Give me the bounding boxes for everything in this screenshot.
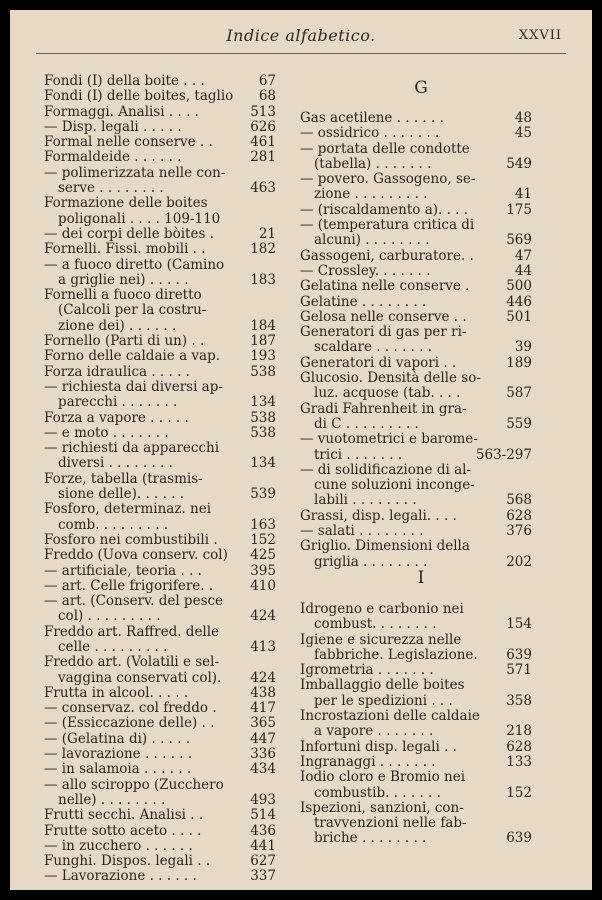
index-column-right-i xyxy=(300,602,532,847)
index-entry-text: Gassogeni, carburatore. . xyxy=(300,247,474,264)
index-entry-page: 202 xyxy=(506,553,532,570)
index-entry-text: sione delle). . . . . . xyxy=(58,486,185,503)
index-entry-text: (Calcoli per la costru- xyxy=(58,302,207,319)
index-entry-page: 514 xyxy=(250,807,276,824)
index-entry-text: — Crossley. . . . . . . xyxy=(300,262,431,279)
index-entry-page: 571 xyxy=(506,662,532,679)
index-entry-page: 41 xyxy=(514,186,532,203)
index-entry-page: 513 xyxy=(250,103,276,120)
index-entry xyxy=(44,579,276,594)
index-entry-text: — in salamoia . . . . . . xyxy=(44,761,192,778)
index-entry-text: cune soluzioni inconge- xyxy=(314,477,475,494)
index-entry-text: labili . . . . . . . . xyxy=(314,492,417,509)
page-header-title: Indice alfabetico. xyxy=(226,26,376,45)
index-entry xyxy=(44,319,276,334)
index-entry-text: zione dei) . . . . . . xyxy=(58,317,177,334)
index-entry-text: — (temperatura critica di xyxy=(300,217,475,234)
index-entry-page: 39 xyxy=(514,339,532,356)
index-entry-text: alcuni) . . . . . . . . xyxy=(314,232,430,249)
index-entry-text: per le spedizioni . . . xyxy=(314,692,453,709)
index-entry xyxy=(44,74,276,89)
index-entry-text: Frutte sotto aceto . . . . xyxy=(44,822,202,839)
index-entry-text: — portata delle condotte xyxy=(300,140,470,157)
index-entry-text: (tabella) . . . . . . . xyxy=(314,155,432,172)
index-entry-page: 538 xyxy=(250,409,276,426)
index-entry xyxy=(44,518,276,533)
index-entry-text: Generatori di vapori . . xyxy=(300,354,457,371)
index-entry xyxy=(44,502,276,517)
index-entry-text: — vuotometrici e barome- xyxy=(300,431,478,448)
index-entry xyxy=(300,478,532,493)
index-entry-text: zione . . . . . . . . . xyxy=(314,186,428,203)
index-entry-page: 425 xyxy=(250,547,276,564)
index-entry-text: Gelatine . . . . . . . . xyxy=(300,293,427,310)
index-entry-text: — di solidificazione di al- xyxy=(300,461,472,478)
index-entry xyxy=(300,509,532,524)
index-entry-page: 447 xyxy=(250,730,276,747)
index-entry xyxy=(44,655,276,670)
index-entry-text: Ispezioni, sanzioni, con- xyxy=(300,799,464,816)
index-entry-text: — art. (Conserv. del pesce xyxy=(44,593,224,610)
index-entry xyxy=(44,273,276,288)
index-entry-page: 493 xyxy=(250,791,276,808)
index-entry xyxy=(44,227,276,242)
index-entry-text: Fosforo nei combustibili . xyxy=(44,531,218,548)
index-entry-page: 182 xyxy=(250,241,276,258)
index-entry xyxy=(44,732,276,747)
index-entry-text: briche . . . . . . . . xyxy=(314,830,427,847)
index-entry-text: — artificiale, teoria . . . xyxy=(44,562,202,579)
index-entry-text: griglia . . . . . . . . xyxy=(314,553,428,570)
index-entry-text: Freddo (Uova conserv. col) xyxy=(44,547,228,564)
index-entry-page: 627 xyxy=(250,853,276,870)
index-entry xyxy=(300,539,532,554)
index-entry-page: 45 xyxy=(514,125,532,142)
index-entry-page: 189 xyxy=(506,354,532,371)
index-entry-text: luz. acquose (tab. . . . xyxy=(314,385,461,402)
index-entry-text: Fondi (I) della boite . . . xyxy=(44,73,205,89)
index-entry-text: parecchi . . . . . . . xyxy=(58,394,178,411)
index-entry-page: 187 xyxy=(250,333,276,350)
index-entry xyxy=(44,701,276,716)
index-entry-text: Formal nelle conserve . . xyxy=(44,134,213,151)
index-entry-page: 424 xyxy=(250,669,276,686)
index-entry xyxy=(300,463,532,478)
index-entry xyxy=(300,709,532,724)
index-entry xyxy=(300,432,532,447)
index-entry-page: 549 xyxy=(506,155,532,172)
index-entry xyxy=(44,564,276,579)
index-entry-page: 446 xyxy=(506,293,532,310)
index-entry xyxy=(300,648,532,663)
index-entry-text: — Disp. legali . . . . . xyxy=(44,118,182,135)
index-entry-text: Gas acetilene . . . . . . xyxy=(300,110,444,126)
index-entry xyxy=(300,386,532,401)
index-entry-text: trici . . . . . . . xyxy=(314,446,403,463)
index-entry-page: 281 xyxy=(250,149,276,166)
index-entry-text: Igiene e sicurezza nelle xyxy=(300,631,462,648)
index-entry-text: Gelatina nelle conserve . xyxy=(300,278,470,295)
index-entry-text: — polimerizzata nelle con- xyxy=(44,164,226,181)
index-column-right-g xyxy=(300,111,532,570)
index-entry xyxy=(44,869,276,884)
index-entry-text: combustib. . . . . . . xyxy=(314,784,441,801)
index-entry-page: 365 xyxy=(250,715,276,732)
index-entry xyxy=(300,371,532,386)
index-entry-page: 628 xyxy=(506,507,532,524)
index-entry-page: 134 xyxy=(250,394,276,411)
index-entry-text: — (Essiccazione delle) . . xyxy=(44,715,215,732)
index-entry xyxy=(300,172,532,187)
index-entry xyxy=(300,279,532,294)
index-entry xyxy=(300,724,532,739)
index-entry-text: Frutti secchi. Analisi . . xyxy=(44,807,204,824)
index-entry xyxy=(44,839,276,854)
index-entry xyxy=(44,808,276,823)
index-entry xyxy=(300,340,532,355)
index-entry-page: 337 xyxy=(250,868,276,885)
index-entry xyxy=(300,524,532,539)
index-entry-page: 417 xyxy=(250,700,276,717)
index-entry xyxy=(44,548,276,563)
index-entry-text: Forze, tabella (trasmis- xyxy=(44,470,203,487)
index-entry-text: Igrometria . . . . . . . xyxy=(300,662,434,679)
index-entry-text: Generatori di gas per ri- xyxy=(300,324,467,341)
index-entry-text: Freddo art. Raffred. delle xyxy=(44,623,220,640)
index-entry-page: 413 xyxy=(250,638,276,655)
index-entry xyxy=(44,854,276,869)
index-entry xyxy=(300,786,532,801)
index-entry-page: 358 xyxy=(506,692,532,709)
index-entry-page: 184 xyxy=(250,317,276,334)
index-entry-text: Forza idraulica . . . . . xyxy=(44,363,190,380)
index-entry-text: scaldare . . . . . . . xyxy=(314,339,433,356)
index-entry xyxy=(300,111,532,126)
index-entry-text: poligonali . . . . 109-110 xyxy=(58,210,221,227)
index-entry-page: 47 xyxy=(514,247,532,264)
index-entry xyxy=(44,747,276,762)
index-entry-page: 44 xyxy=(514,262,532,279)
index-entry xyxy=(300,264,532,279)
index-entry-text: a vapore . . . . . . . xyxy=(314,723,434,740)
index-entry-text: — (Gelatina di) . . . . . xyxy=(44,730,191,747)
index-entry xyxy=(44,716,276,731)
section-letter-g: G xyxy=(414,78,428,98)
index-entry-text: Frutta in alcool. . . . . xyxy=(44,684,189,701)
index-entry-page: 436 xyxy=(250,822,276,839)
index-entry-page: 424 xyxy=(250,608,276,625)
header-rule xyxy=(36,53,566,54)
index-entry-text: Formaldeide . . . . . . xyxy=(44,149,182,166)
index-entry xyxy=(300,356,532,371)
index-entry-page: 626 xyxy=(250,118,276,135)
index-entry xyxy=(44,89,276,104)
index-entry xyxy=(44,212,276,227)
book-page xyxy=(10,10,592,890)
index-entry-page: 628 xyxy=(506,738,532,755)
index-entry-page: 438 xyxy=(250,684,276,701)
index-entry-page: 67 xyxy=(258,73,276,89)
index-entry xyxy=(44,166,276,181)
index-entry-page: 501 xyxy=(506,308,532,325)
index-entry xyxy=(44,686,276,701)
index-entry-text: Idrogeno e carbonio nei xyxy=(300,601,464,617)
index-entry xyxy=(44,609,276,624)
index-entry-text: Fornelli a fuoco diretto xyxy=(44,287,202,304)
index-entry-text: — allo sciroppo (Zucchero xyxy=(44,776,224,793)
index-entry xyxy=(44,196,276,211)
index-entry-text: Gradi Fahrenheit in gra- xyxy=(300,400,467,417)
index-entry-text: combust. . . . . . . . xyxy=(314,616,437,633)
index-entry xyxy=(44,793,276,808)
index-entry-page: 163 xyxy=(250,516,276,533)
index-entry xyxy=(44,105,276,120)
index-entry-text: Griglio. Dimensioni della xyxy=(300,538,470,555)
index-entry xyxy=(300,602,532,617)
index-entry xyxy=(44,288,276,303)
index-entry xyxy=(44,181,276,196)
index-entry-text: Freddo art. (Volatili e sel- xyxy=(44,654,220,671)
index-entry-text: vaggina conservati col). xyxy=(58,669,222,686)
index-entry-text: nelle) . . . . . . . . xyxy=(58,791,166,808)
index-entry-page: 133 xyxy=(506,753,532,770)
index-entry xyxy=(44,242,276,257)
index-entry xyxy=(300,142,532,157)
index-entry xyxy=(44,258,276,273)
index-entry-text: — richiesta dai diversi ap- xyxy=(44,378,223,395)
index-entry xyxy=(44,380,276,395)
index-entry-page: 48 xyxy=(514,110,532,126)
section-letter-i: I xyxy=(417,568,425,588)
index-entry xyxy=(300,755,532,770)
index-entry-text: Fondi (I) delle boites, taglio xyxy=(44,88,234,105)
index-entry-text: — a fuoco diretto (Camino xyxy=(44,256,225,273)
index-entry xyxy=(300,203,532,218)
index-entry xyxy=(300,417,532,432)
index-entry xyxy=(300,249,532,264)
index-entry xyxy=(300,218,532,233)
index-entry xyxy=(300,310,532,325)
index-column-left xyxy=(44,74,276,885)
index-entry-text: Fornello (Parti di un) . . xyxy=(44,333,205,350)
index-entry-text: di C . . . . . . . . . xyxy=(314,415,419,432)
index-entry-text: Incrostazioni delle caldaie xyxy=(300,708,480,725)
index-entry-page: 68 xyxy=(258,88,276,105)
index-entry xyxy=(300,295,532,310)
index-entry-text: col) . . . . . . . . . xyxy=(58,608,161,625)
index-entry-page: 193 xyxy=(250,348,276,365)
index-entry-text: Ingranaggi . . . . . . . xyxy=(300,753,436,770)
index-entry xyxy=(44,395,276,410)
index-entry xyxy=(300,694,532,709)
index-entry-page: 559 xyxy=(506,415,532,432)
index-entry xyxy=(300,801,532,816)
index-entry-page: 152 xyxy=(250,531,276,548)
index-entry xyxy=(44,150,276,165)
index-entry-page: 134 xyxy=(250,455,276,472)
index-entry-text: — Lavorazione . . . . . . xyxy=(44,868,197,885)
index-entry xyxy=(44,533,276,548)
index-entry-page: 410 xyxy=(250,577,276,594)
index-entry-page: 434 xyxy=(250,761,276,778)
index-entry-page: 175 xyxy=(506,201,532,218)
page-number: XXVII xyxy=(518,28,562,43)
index-entry-text: — e moto . . . . . . . xyxy=(44,424,169,441)
index-entry-text: Iodio cloro e Bromio nei xyxy=(300,769,466,786)
index-entry-text: diversi . . . . . . . . xyxy=(58,455,173,472)
index-entry-text: celle . . . . . . . . . xyxy=(58,638,168,655)
index-entry xyxy=(300,187,532,202)
index-entry xyxy=(44,640,276,655)
index-entry-page: 538 xyxy=(250,363,276,380)
index-entry-text: Glucosio. Densità delle so- xyxy=(300,370,481,387)
index-entry-text: — art. Celle frigorifere. . xyxy=(44,577,214,594)
index-entry-page: 183 xyxy=(250,271,276,288)
index-entry-text: Funghi. Dispos. legali . . xyxy=(44,853,211,870)
index-entry-text: Formazione delle boites xyxy=(44,195,208,212)
index-entry-text: serve . . . . . . . . xyxy=(58,180,164,197)
index-entry-text: — conservaz. col freddo . xyxy=(44,700,217,717)
index-entry-page: 463 xyxy=(250,180,276,197)
index-entry-text: Fornelli. Fissi. mobili . . xyxy=(44,241,206,258)
index-entry-text: — povero. Gassogeno, se- xyxy=(300,171,476,188)
index-entry xyxy=(300,816,532,831)
index-entry-text: Grassi, disp. legali. . . . xyxy=(300,507,457,524)
index-entry xyxy=(300,740,532,755)
index-entry xyxy=(300,325,532,340)
index-entry xyxy=(44,426,276,441)
index-entry xyxy=(300,678,532,693)
index-entry-text: fabbriche. Legislazione. xyxy=(314,646,478,663)
index-entry xyxy=(44,625,276,640)
index-entry xyxy=(44,135,276,150)
index-entry-text: — lavorazione . . . . . . xyxy=(44,746,193,763)
index-entry-page: 336 xyxy=(250,746,276,763)
index-entry-text: Forno delle caldaie a vap. xyxy=(44,348,221,365)
index-entry-page: 500 xyxy=(506,278,532,295)
index-entry-page: 218 xyxy=(506,723,532,740)
index-entry-text: Formaggi. Analisi . . . . xyxy=(44,103,199,120)
index-entry xyxy=(44,365,276,380)
index-entry xyxy=(300,770,532,785)
index-entry xyxy=(300,448,532,463)
index-entry-page: 441 xyxy=(250,837,276,854)
index-entry-text: comb. . . . . . . . . xyxy=(58,516,169,533)
index-entry-text: a griglie nei) . . . . . xyxy=(58,271,189,288)
index-entry-page: 154 xyxy=(506,616,532,633)
index-entry xyxy=(44,487,276,502)
index-entry-text: Fosforo, determinaz. nei xyxy=(44,501,212,518)
index-entry xyxy=(300,126,532,141)
index-entry xyxy=(44,671,276,686)
index-entry-text: Infortuni disp. legali . . xyxy=(300,738,457,755)
index-entry-text: — (riscaldamento a). . . . xyxy=(300,201,469,218)
index-entry xyxy=(44,441,276,456)
index-entry xyxy=(44,349,276,364)
index-entry-text: — ossidrico . . . . . . . xyxy=(300,125,440,142)
index-entry-page: 639 xyxy=(506,646,532,663)
index-entry-text: — richiesti da apparecchi xyxy=(44,440,220,457)
index-entry xyxy=(300,663,532,678)
index-entry-page: 639 xyxy=(506,830,532,847)
index-entry xyxy=(44,778,276,793)
index-entry xyxy=(44,334,276,349)
index-entry-page: 461 xyxy=(250,134,276,151)
index-entry xyxy=(44,594,276,609)
index-entry-page: 376 xyxy=(506,523,532,540)
index-entry-text: — salati . . . . . . . . xyxy=(300,523,424,540)
index-entry xyxy=(300,402,532,417)
index-entry-text: — in zucchero . . . . . . xyxy=(44,837,193,854)
index-entry xyxy=(44,303,276,318)
index-entry-text: Gelosa nelle conserve . . xyxy=(300,308,467,325)
index-entry xyxy=(300,831,532,846)
index-entry xyxy=(44,411,276,426)
index-entry xyxy=(44,120,276,135)
index-entry-page: 569 xyxy=(506,232,532,249)
index-entry-page: 568 xyxy=(506,492,532,509)
index-entry xyxy=(300,633,532,648)
index-entry-page: 538 xyxy=(250,424,276,441)
index-entry-text: Imballaggio delle boites xyxy=(300,677,465,694)
index-entry-page: 152 xyxy=(506,784,532,801)
index-entry-text: Forza a vapore . . . . . xyxy=(44,409,189,426)
index-entry xyxy=(44,762,276,777)
index-entry xyxy=(44,472,276,487)
index-entry xyxy=(300,157,532,172)
index-entry xyxy=(44,824,276,839)
index-entry xyxy=(300,233,532,248)
index-entry-page: 539 xyxy=(250,486,276,503)
index-entry-text: — dei corpi delle bòites . xyxy=(44,225,214,242)
index-entry-text: travvenzioni nelle fab- xyxy=(314,815,467,832)
index-entry-page: 563-297 xyxy=(475,446,532,463)
index-entry xyxy=(300,493,532,508)
index-entry-page: 587 xyxy=(506,385,532,402)
index-entry-page: 395 xyxy=(250,562,276,579)
index-entry xyxy=(300,617,532,632)
index-entry-page: 21 xyxy=(258,225,276,242)
index-entry xyxy=(44,456,276,471)
